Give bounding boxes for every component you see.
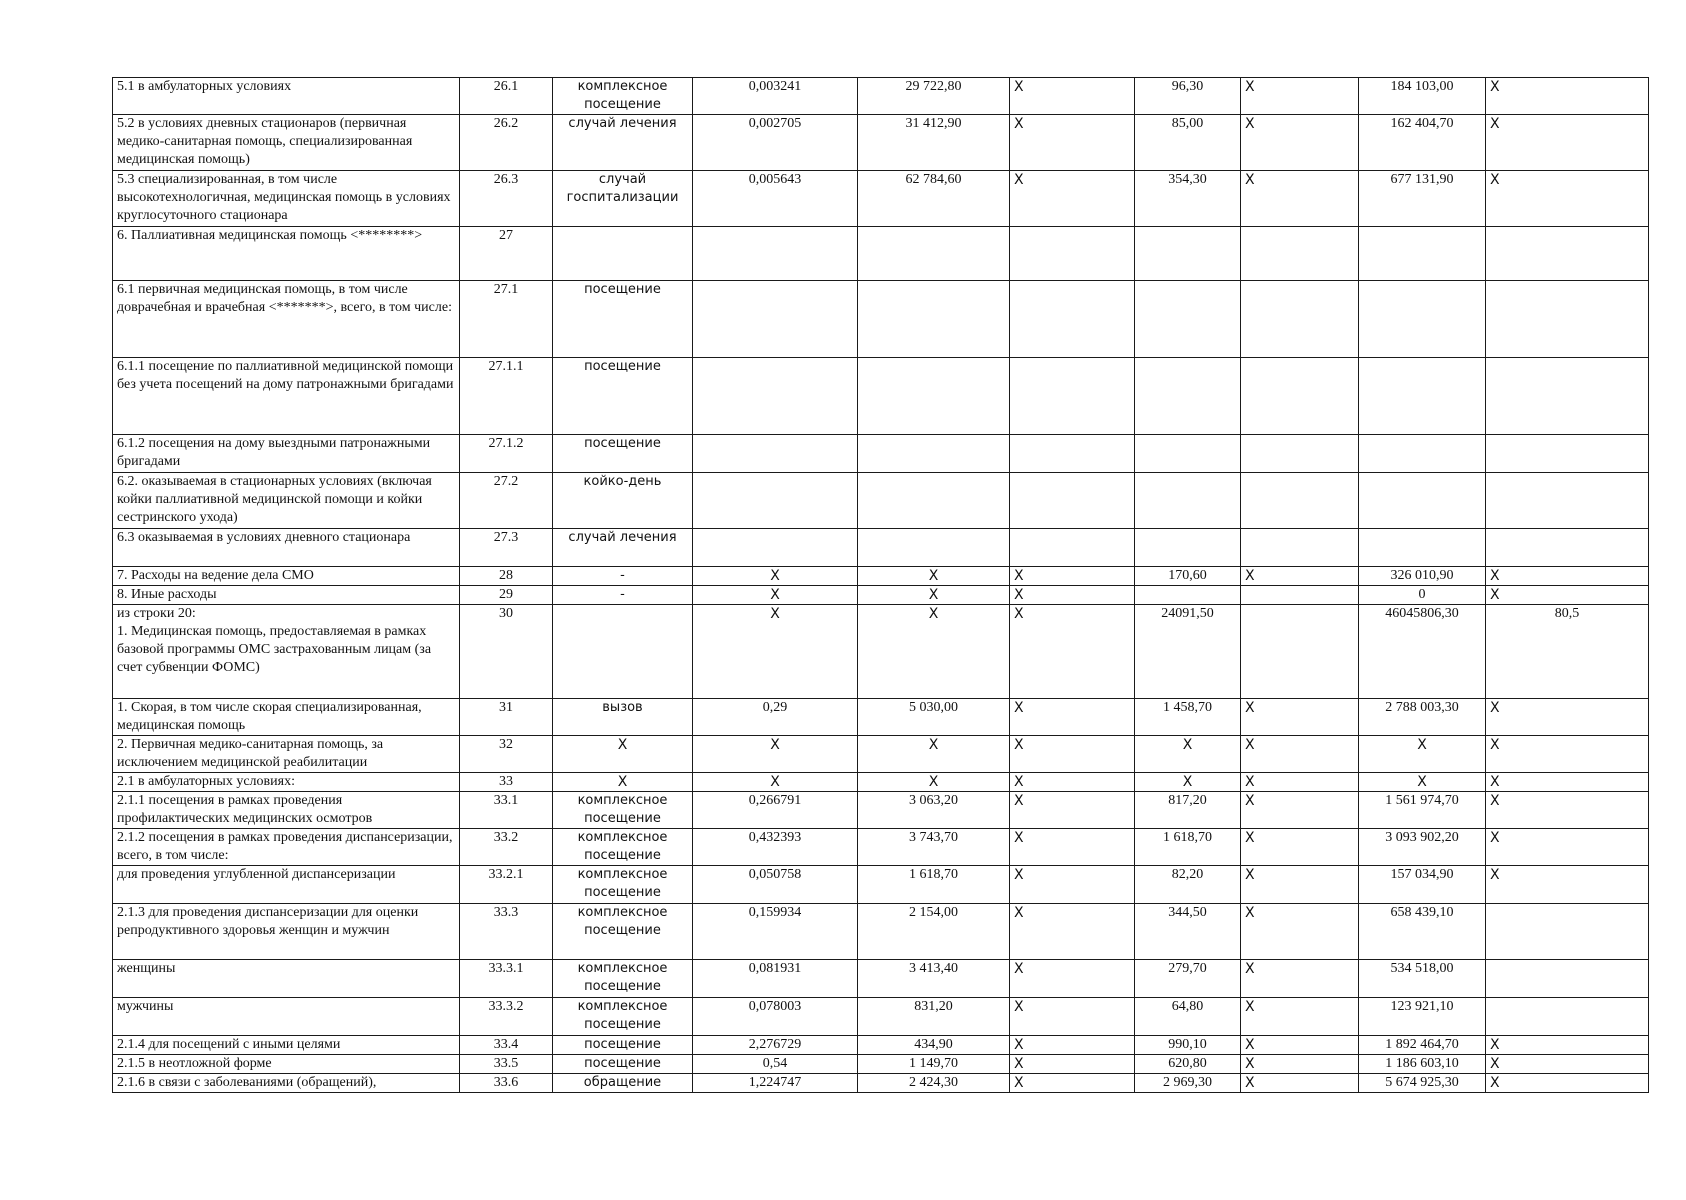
- row-total: [1359, 435, 1486, 473]
- row-col10: X: [1486, 773, 1649, 792]
- row-total: [1359, 473, 1486, 529]
- row-col6: X: [1010, 736, 1135, 773]
- table-row: [113, 998, 1649, 1036]
- row-cost: 62 784,60: [858, 171, 1010, 227]
- row-col10: X: [1486, 866, 1649, 904]
- row-col10: X: [1486, 78, 1649, 115]
- row-total: 3 093 902,20: [1359, 829, 1486, 866]
- row-unit: X: [553, 773, 693, 792]
- row-total: 534 518,00: [1359, 960, 1486, 998]
- row-code: 33.3.2: [460, 998, 553, 1036]
- row-per-capita: X: [1135, 736, 1241, 773]
- row-col10: [1486, 358, 1649, 435]
- row-per-capita: 279,70: [1135, 960, 1241, 998]
- row-col6: [1010, 473, 1135, 529]
- row-per-capita: 1 458,70: [1135, 699, 1241, 736]
- row-volume: 0,081931: [693, 960, 858, 998]
- table-row: [113, 586, 1649, 605]
- row-volume: [693, 529, 858, 567]
- row-code: 33.3.1: [460, 960, 553, 998]
- row-name: 6.2. оказываемая в стационарных условиях (включая койки паллиативной медицинской помощи и койки сестринского ухода): [113, 473, 460, 529]
- row-code: 33.4: [460, 1036, 553, 1055]
- row-per-capita: [1135, 281, 1241, 358]
- row-per-capita: 620,80: [1135, 1055, 1241, 1074]
- row-col8: X: [1241, 115, 1359, 171]
- row-total: 326 010,90: [1359, 567, 1486, 586]
- row-name: 2.1 в амбулаторных условиях:: [113, 773, 460, 792]
- table-row: [113, 960, 1649, 998]
- table-row: [113, 227, 1649, 281]
- row-col8: [1241, 605, 1359, 699]
- row-code: 27.1.2: [460, 435, 553, 473]
- row-cost: 31 412,90: [858, 115, 1010, 171]
- row-per-capita: [1135, 227, 1241, 281]
- row-per-capita: 1 618,70: [1135, 829, 1241, 866]
- row-name: 2. Первичная медико-санитарная помощь, за исключением медицинской реабилитации: [113, 736, 460, 773]
- row-per-capita: X: [1135, 773, 1241, 792]
- row-volume: 2,276729: [693, 1036, 858, 1055]
- row-name: женщины: [113, 960, 460, 998]
- row-code: 27.1.1: [460, 358, 553, 435]
- row-code: 29: [460, 586, 553, 605]
- row-per-capita: [1135, 529, 1241, 567]
- row-col6: X: [1010, 1036, 1135, 1055]
- row-unit: случай лечения: [553, 529, 693, 567]
- row-total: 1 561 974,70: [1359, 792, 1486, 829]
- row-unit: посещение: [553, 358, 693, 435]
- table-row: [113, 792, 1649, 829]
- row-volume: [693, 358, 858, 435]
- row-col8: X: [1241, 866, 1359, 904]
- row-col8: X: [1241, 829, 1359, 866]
- table-row: [113, 866, 1649, 904]
- row-unit: посещение: [553, 435, 693, 473]
- row-cost: 2 154,00: [858, 904, 1010, 960]
- row-total: 157 034,90: [1359, 866, 1486, 904]
- row-volume: X: [693, 567, 858, 586]
- table-row: [113, 529, 1649, 567]
- row-col6: X: [1010, 115, 1135, 171]
- row-name: 6. Паллиативная медицинская помощь <********>: [113, 227, 460, 281]
- row-name: 8. Иные расходы: [113, 586, 460, 605]
- row-name-cell: [113, 605, 460, 699]
- row-cost: X: [858, 736, 1010, 773]
- row-col8: [1241, 529, 1359, 567]
- table-row: [113, 115, 1649, 171]
- row-per-capita: 96,30: [1135, 78, 1241, 115]
- row-volume: 0,54: [693, 1055, 858, 1074]
- row-unit: комплексное посещение: [553, 792, 693, 829]
- row-col8: X: [1241, 960, 1359, 998]
- row-total: 1 892 464,70: [1359, 1036, 1486, 1055]
- row-col10: X: [1486, 1036, 1649, 1055]
- row-name: 5.3 специализированная, в том числе высокотехнологичная, медицинская помощь в условиях круглосуточного стационара: [113, 171, 460, 227]
- row-col6: X: [1010, 586, 1135, 605]
- row-per-capita: 354,30: [1135, 171, 1241, 227]
- row-unit: комплексное посещение: [553, 960, 693, 998]
- row-col10: [1486, 281, 1649, 358]
- row-code: 33.2: [460, 829, 553, 866]
- row-name: 6.1.2 посещения на дому выездными патронажными бригадами: [113, 435, 460, 473]
- row-code: 26.2: [460, 115, 553, 171]
- row-code: 33: [460, 773, 553, 792]
- row-col8: X: [1241, 792, 1359, 829]
- row-volume: 0,003241: [693, 78, 858, 115]
- table-row: [113, 78, 1649, 115]
- row-volume: [693, 473, 858, 529]
- row-volume: 0,432393: [693, 829, 858, 866]
- row-unit: [553, 227, 693, 281]
- row-col6: X: [1010, 960, 1135, 998]
- table-row: [113, 1074, 1649, 1093]
- row-cost: 3 743,70: [858, 829, 1010, 866]
- row-total: 1 186 603,10: [1359, 1055, 1486, 1074]
- row-col10: [1486, 529, 1649, 567]
- row-col6: X: [1010, 605, 1135, 699]
- row-name: 5.2 в условиях дневных стационаров (первичная медико-санитарная помощь, специализированная медицинская помощь): [113, 115, 460, 171]
- table-row: [113, 171, 1649, 227]
- row-unit: посещение: [553, 281, 693, 358]
- row-name: 6.3 оказываемая в условиях дневного стационара: [113, 529, 460, 567]
- row-col10: X: [1486, 829, 1649, 866]
- table-row: [113, 473, 1649, 529]
- table-row: [113, 773, 1649, 792]
- row-total: 0: [1359, 586, 1486, 605]
- row-col6: X: [1010, 1055, 1135, 1074]
- row-col10: [1486, 960, 1649, 998]
- row-col10: X: [1486, 567, 1649, 586]
- row-cost: 3 413,40: [858, 960, 1010, 998]
- row-volume: 0,078003: [693, 998, 858, 1036]
- row-volume: 0,002705: [693, 115, 858, 171]
- row-code: 30: [460, 605, 553, 699]
- row-total: 46045806,30: [1359, 605, 1486, 699]
- row-name: 2.1.5 в неотложной форме: [113, 1055, 460, 1074]
- row-unit: вызов: [553, 699, 693, 736]
- row-code: 28: [460, 567, 553, 586]
- row-col6: X: [1010, 904, 1135, 960]
- row-cost: [858, 529, 1010, 567]
- row-col8: X: [1241, 998, 1359, 1036]
- row-volume: X: [693, 586, 858, 605]
- row-col8: X: [1241, 904, 1359, 960]
- row-col8: X: [1241, 1055, 1359, 1074]
- row-cost: [858, 473, 1010, 529]
- row-code: 26.1: [460, 78, 553, 115]
- table-row: [113, 605, 1649, 699]
- row-col10: 80,5: [1486, 605, 1649, 699]
- row-unit: -: [553, 586, 693, 605]
- table-row: [113, 1055, 1649, 1074]
- row-col6: X: [1010, 792, 1135, 829]
- row-code: 33.6: [460, 1074, 553, 1093]
- row-col10: [1486, 904, 1649, 960]
- row-volume: 0,159934: [693, 904, 858, 960]
- row-cost: 1 618,70: [858, 866, 1010, 904]
- row-name: 2.1.3 для проведения диспансеризации для оценки репродуктивного здоровья женщин и мужчин: [113, 904, 460, 960]
- row-cost: 2 424,30: [858, 1074, 1010, 1093]
- row-col6: X: [1010, 171, 1135, 227]
- row-col8: [1241, 586, 1359, 605]
- table-row: [113, 567, 1649, 586]
- row-col6: [1010, 281, 1135, 358]
- row-code: 33.3: [460, 904, 553, 960]
- row-volume: 0,050758: [693, 866, 858, 904]
- row-per-capita: [1135, 435, 1241, 473]
- row-col6: X: [1010, 829, 1135, 866]
- row-code: 32: [460, 736, 553, 773]
- row-cost: 831,20: [858, 998, 1010, 1036]
- row-code: 33.2.1: [460, 866, 553, 904]
- row-col6: X: [1010, 78, 1135, 115]
- row-code: 33.5: [460, 1055, 553, 1074]
- row-cost: X: [858, 773, 1010, 792]
- row-col8: X: [1241, 567, 1359, 586]
- row-unit: X: [553, 736, 693, 773]
- row-per-capita: [1135, 473, 1241, 529]
- row-per-capita: 24091,50: [1135, 605, 1241, 699]
- row-col8: [1241, 358, 1359, 435]
- row-col6: X: [1010, 1074, 1135, 1093]
- row-total: [1359, 281, 1486, 358]
- tariff-table: [112, 77, 1649, 1093]
- row-unit: комплексное посещение: [553, 904, 693, 960]
- row-name: для проведения углубленной диспансеризации: [113, 866, 460, 904]
- row-name: 2.1.2 посещения в рамках проведения диспансеризации, всего, в том числе:: [113, 829, 460, 866]
- row-code: 26.3: [460, 171, 553, 227]
- table-row: [113, 736, 1649, 773]
- row-total: [1359, 529, 1486, 567]
- row-total: X: [1359, 736, 1486, 773]
- row-col10: X: [1486, 171, 1649, 227]
- row-per-capita: 170,60: [1135, 567, 1241, 586]
- row-name-prefix: из строки 20:: [117, 606, 196, 621]
- row-name: 7. Расходы на ведение дела СМО: [113, 567, 460, 586]
- row-col10: [1486, 473, 1649, 529]
- row-code: 27.3: [460, 529, 553, 567]
- row-per-capita: 817,20: [1135, 792, 1241, 829]
- row-cost: [858, 358, 1010, 435]
- row-volume: 0,005643: [693, 171, 858, 227]
- row-volume: [693, 281, 858, 358]
- row-col6: [1010, 227, 1135, 281]
- row-unit: койко-день: [553, 473, 693, 529]
- row-volume: X: [693, 605, 858, 699]
- row-name: 2.1.6 в связи с заболеваниями (обращений),: [113, 1074, 460, 1093]
- row-col6: X: [1010, 699, 1135, 736]
- row-per-capita: 64,80: [1135, 998, 1241, 1036]
- table-row: [113, 281, 1649, 358]
- row-col6: [1010, 435, 1135, 473]
- row-total: 184 103,00: [1359, 78, 1486, 115]
- row-total: 5 674 925,30: [1359, 1074, 1486, 1093]
- row-col6: X: [1010, 866, 1135, 904]
- row-per-capita: 2 969,30: [1135, 1074, 1241, 1093]
- row-col10: X: [1486, 699, 1649, 736]
- row-per-capita: 85,00: [1135, 115, 1241, 171]
- row-col10: X: [1486, 736, 1649, 773]
- row-total: 162 404,70: [1359, 115, 1486, 171]
- row-code: 27: [460, 227, 553, 281]
- row-code: 27.1: [460, 281, 553, 358]
- row-col8: X: [1241, 699, 1359, 736]
- row-cost: [858, 281, 1010, 358]
- row-cost: X: [858, 586, 1010, 605]
- row-col10: [1486, 998, 1649, 1036]
- row-cost: 5 030,00: [858, 699, 1010, 736]
- row-col6: X: [1010, 998, 1135, 1036]
- row-col8: X: [1241, 1036, 1359, 1055]
- row-total: 658 439,10: [1359, 904, 1486, 960]
- row-total: 2 788 003,30: [1359, 699, 1486, 736]
- row-col10: X: [1486, 792, 1649, 829]
- row-col8: [1241, 227, 1359, 281]
- row-name: 6.1.1 посещение по паллиативной медицинской помощи без учета посещений на дому патронажными бригадами: [113, 358, 460, 435]
- table-row: [113, 904, 1649, 960]
- row-total: X: [1359, 773, 1486, 792]
- row-total: 123 921,10: [1359, 998, 1486, 1036]
- row-col8: X: [1241, 171, 1359, 227]
- row-cost: X: [858, 567, 1010, 586]
- row-unit: обращение: [553, 1074, 693, 1093]
- row-unit: комплексное посещение: [553, 829, 693, 866]
- row-name: 6.1 первичная медицинская помощь, в том числе доврачебная и врачебная <*******>, всего, в том числе:: [113, 281, 460, 358]
- row-volume: X: [693, 773, 858, 792]
- row-unit: -: [553, 567, 693, 586]
- row-cost: 3 063,20: [858, 792, 1010, 829]
- row-per-capita: 82,20: [1135, 866, 1241, 904]
- row-col10: X: [1486, 1055, 1649, 1074]
- row-unit: посещение: [553, 1036, 693, 1055]
- row-total: [1359, 227, 1486, 281]
- row-name: 1. Скорая, в том числе скорая специализированная, медицинская помощь: [113, 699, 460, 736]
- row-volume: 1,224747: [693, 1074, 858, 1093]
- row-unit: случай лечения: [553, 115, 693, 171]
- row-unit: [553, 605, 693, 699]
- row-unit: комплексное посещение: [553, 866, 693, 904]
- row-unit: посещение: [553, 1055, 693, 1074]
- row-name: 2.1.4 для посещений с иными целями: [113, 1036, 460, 1055]
- row-col8: X: [1241, 78, 1359, 115]
- table-row: [113, 829, 1649, 866]
- row-col8: [1241, 473, 1359, 529]
- row-name: 1. Медицинская помощь, предоставляемая в рамках базовой программы ОМС застрахованным лицам (за счет субвенции ФОМС): [117, 624, 432, 675]
- row-col6: X: [1010, 567, 1135, 586]
- table-row: [113, 435, 1649, 473]
- row-per-capita: 344,50: [1135, 904, 1241, 960]
- row-col8: X: [1241, 1074, 1359, 1093]
- row-name: 5.1 в амбулаторных условиях: [113, 78, 460, 115]
- row-cost: 434,90: [858, 1036, 1010, 1055]
- row-cost: 29 722,80: [858, 78, 1010, 115]
- table-row: [113, 699, 1649, 736]
- row-total: 677 131,90: [1359, 171, 1486, 227]
- row-name: мужчины: [113, 998, 460, 1036]
- row-col10: [1486, 227, 1649, 281]
- row-cost: [858, 435, 1010, 473]
- row-name: 2.1.1 посещения в рамках проведения профилактических медицинских осмотров: [113, 792, 460, 829]
- row-cost: [858, 227, 1010, 281]
- row-per-capita: [1135, 586, 1241, 605]
- row-unit: комплексное посещение: [553, 78, 693, 115]
- row-unit: комплексное посещение: [553, 998, 693, 1036]
- row-col6: [1010, 529, 1135, 567]
- row-col6: X: [1010, 773, 1135, 792]
- row-per-capita: 990,10: [1135, 1036, 1241, 1055]
- row-volume: [693, 435, 858, 473]
- row-code: 27.2: [460, 473, 553, 529]
- row-col8: [1241, 281, 1359, 358]
- table-row: [113, 1036, 1649, 1055]
- row-col10: X: [1486, 115, 1649, 171]
- row-col8: X: [1241, 736, 1359, 773]
- row-col10: X: [1486, 1074, 1649, 1093]
- row-cost: 1 149,70: [858, 1055, 1010, 1074]
- row-per-capita: [1135, 358, 1241, 435]
- row-col10: [1486, 435, 1649, 473]
- row-code: 33.1: [460, 792, 553, 829]
- row-volume: 0,29: [693, 699, 858, 736]
- table-row: [113, 358, 1649, 435]
- row-col6: [1010, 358, 1135, 435]
- row-total: [1359, 358, 1486, 435]
- row-volume: 0,266791: [693, 792, 858, 829]
- row-col10: X: [1486, 586, 1649, 605]
- row-code: 31: [460, 699, 553, 736]
- row-volume: X: [693, 736, 858, 773]
- row-col8: X: [1241, 773, 1359, 792]
- row-cost: X: [858, 605, 1010, 699]
- row-col8: [1241, 435, 1359, 473]
- row-volume: [693, 227, 858, 281]
- row-unit: случай госпитализации: [553, 171, 693, 227]
